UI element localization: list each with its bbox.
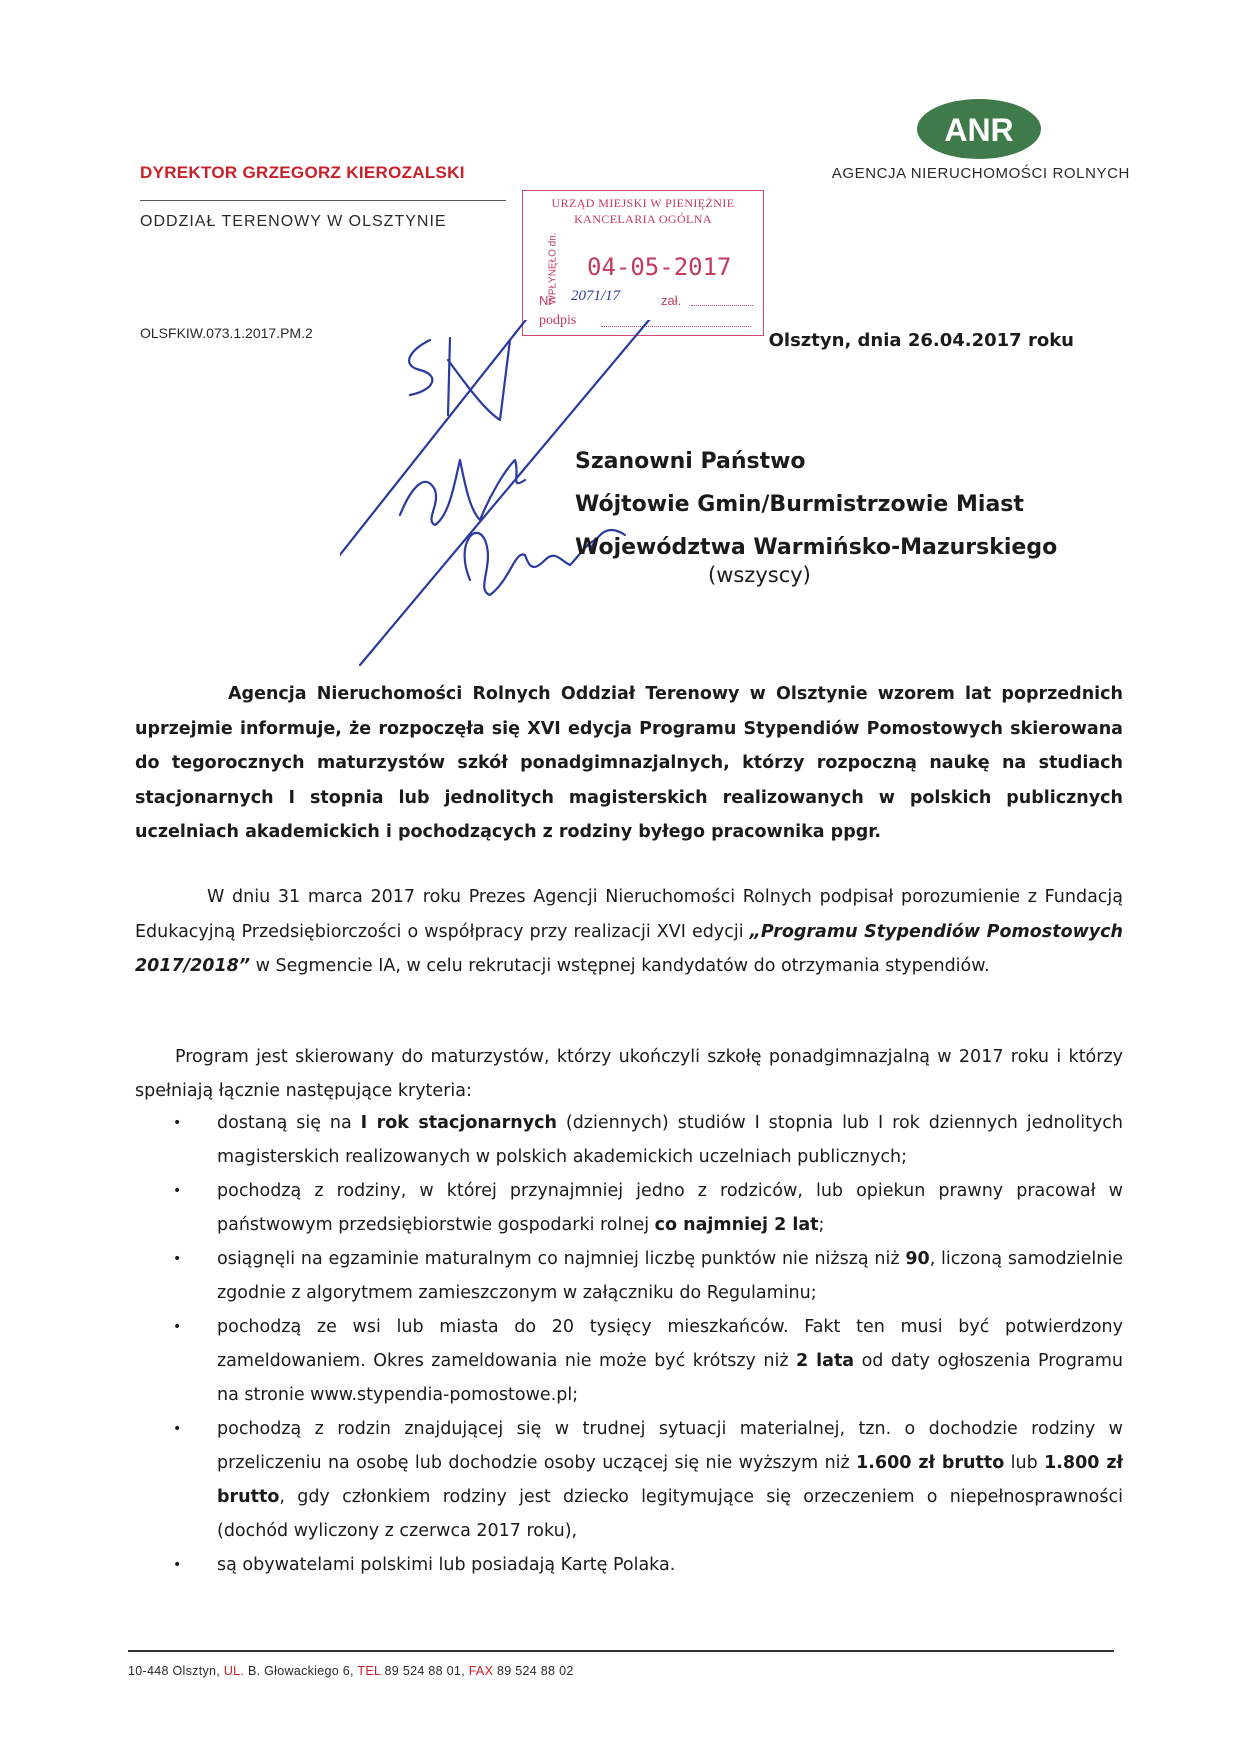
anr-logo [915,97,1043,161]
stamp-received-label: WPŁYNĘŁO dn. [547,232,559,305]
bullet-icon: • [173,1115,182,1131]
addressee-scope: (wszyscy) [708,563,811,587]
program-name: „Programu Stypendiów Pomostowych 2017/2018” [135,921,1123,976]
addressee-line-1: Szanowni Państwo [575,449,806,474]
list-item: • osiągnęli na egzaminie maturalnym co najmniej liczbę punktów nie niższą niż 90, liczoną samodzielnie zgodnie z algorytmem zamieszczonym w załączniku do Regulaminu; [135,1242,1123,1310]
agency-name: AGENCJA NIERUCHOMOŚCI ROLNYCH [831,165,1130,182]
agreement-paragraph: W dniu 31 marca 2017 roku Prezes Agencji Nieruchomości Rolnych podpisał porozumienie z Fundacją Edukacyjną Przedsiębiorczości o współpracy przy realizacji XVI edycji „Programu Stypendiów Pomostowych 2017/2018” w Segmencie IA, w celu rekrutacji wstępnej kandydatów do otrzymania stypendiów. [135,887,1123,976]
stamp-zal-dots [691,305,753,306]
addressee-block [575,440,1057,569]
logo-text: ANR [944,112,1014,148]
stamp-department: KANCELARIA OGÓLNA [574,212,712,226]
footer-divider [128,1650,1114,1652]
list-item: • są obywatelami polskimi lub posiadają Kartę Polaka. [135,1548,1123,1582]
list-item: • pochodzą z rodzin znajdującej się w trudnej sytuacji materialnej, tzn. o dochodzie rodziny w przeliczeniu na osobę lub dochodzie osoby uczącej się nie wyższym niż 1.600 zł brutto lub 1.800 zł brutto, gdy członkiem rodziny jest dziecko legitymujące się orzeczeniem o niepełnosprawności (dochód wyliczony z czerwca 2017 roku), [135,1412,1123,1548]
director-name: DYREKTOR GRZEGORZ KIEROZALSKI [140,163,465,182]
incoming-stamp [522,190,764,336]
addressee-line-3: Województwa Warmińsko-Mazurskiego [575,535,1058,560]
stamp-date: 04-05-2017 [587,253,732,281]
bullet-icon: • [173,1319,182,1335]
stamp-office: URZĄD MIEJSKI W PIENIĘŻNIE [551,196,735,210]
stamp-nr-label: Nr [539,293,553,308]
date-line: Olsztyn, dnia 26.04.2017 roku [768,330,1074,351]
stamp-zal-label: zał. [661,293,682,308]
branch-name: ODDZIAŁ TERENOWY W OLSZTYNIE [140,213,447,230]
bullet-icon: • [173,1421,182,1437]
addressee-line-2: Wójtowie Gmin/Burmistrzowie Miast [575,492,1024,517]
stamp-nr-value: 2071/17 [571,288,621,304]
list-item: • dostaną się na I rok stacjonarnych (dziennych) studiów I stopnia lub I rok dziennych jednolitych magisterskich realizowanych w polskich akademickich uczelniach publicznych; [135,1106,1123,1174]
stamp-signature-label: podpis [539,313,577,328]
bullet-icon: • [173,1183,182,1199]
bullet-icon: • [173,1251,182,1267]
header-divider [140,200,506,201]
bullet-icon: • [173,1557,182,1573]
criteria-intro: Program jest skierowany do maturzystów, którzy ukończyli szkołę ponadgimnazjalną w 2017 roku i którzy spełniają łącznie następujące kryteria: [135,1047,1123,1101]
footer-contact: 10-448 Olsztyn, UL. B. Głowackiego 6, TEL 89 524 88 01, FAX 89 524 88 02 [128,1664,574,1678]
case-signature: OLSFKIW.073.1.2017.PM.2 [140,325,313,341]
list-item: • pochodzą z rodziny, w której przynajmniej jedno z rodziców, lub opiekun prawny pracował w państwowym przedsiębiorstwie gospodarki rolnej co najmniej 2 lat; [135,1174,1123,1242]
criteria-list [135,1106,1123,1582]
list-item: • pochodzą ze wsi lub miasta do 20 tysięcy mieszkańców. Fakt ten musi być potwierdzony zameldowaniem. Okres zameldowania nie może być krótszy niż 2 lata od daty ogłoszenia Programu na stronie www.stypendia-pomostowe.pl; [135,1310,1123,1412]
intro-paragraph: Agencja Nieruchomości Rolnych Oddział Terenowy w Olsztynie wzorem lat poprzednich uprzejmie informuje, że rozpoczęła się XVI edycja Programu Stypendiów Pomostowych skierowana do tegorocznych maturzystów szkół ponadgimnazjalnych, którzy rozpoczną naukę na studiach stacjonarnych I stopnia lub jednolitych magisterskich realizowanych w polskich publicznych uczelniach akademickich i pochodzących z rodziny byłego pracownika ppgr. [135,684,1123,842]
